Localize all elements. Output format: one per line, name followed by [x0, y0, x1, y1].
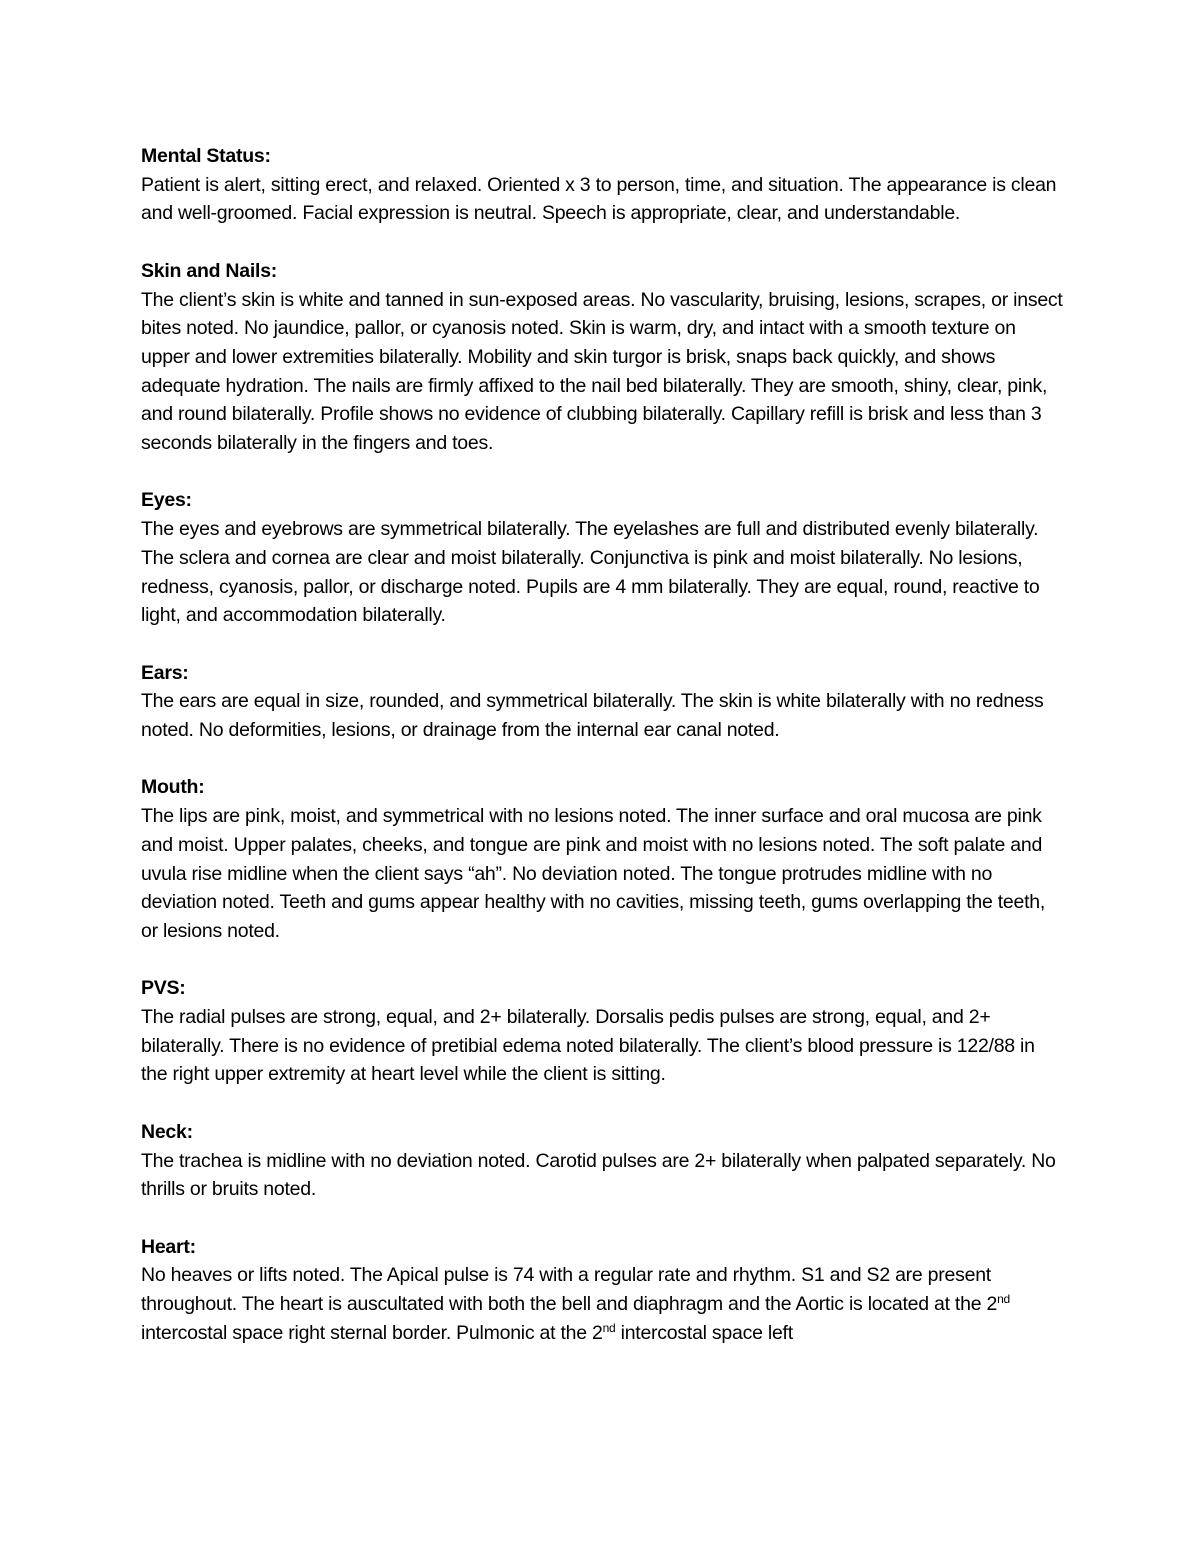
- section-skin-nails: [141, 257, 1066, 458]
- section-eyes: [141, 486, 1066, 630]
- section-heading: Neck:: [141, 1120, 193, 1143]
- section-mental-status: [141, 142, 1066, 228]
- section-body: The eyes and eyebrows are symmetrical bilaterally. The eyelashes are full and distributed evenly bilaterally. The sclera and cornea are clear and moist bilaterally. Conjunctiva is pink and moist bilaterally. No lesions, redness, cyanosis, pallor, or discharge noted. Pupils are 4 mm bilaterally. They are equal, round, reactive to light, and accommodation bilaterally.: [141, 518, 1040, 627]
- section-heading: PVS:: [141, 977, 186, 1000]
- section-heading: Mouth:: [141, 776, 205, 799]
- heart-text-part-3: intercostal space left: [615, 1321, 793, 1344]
- section-heading: Ears:: [141, 661, 189, 684]
- section-pvs: [141, 974, 1066, 1089]
- section-heading: Eyes:: [141, 489, 192, 512]
- section-body: The trachea is midline with no deviation noted. Carotid pulses are 2+ bilaterally when palpated separately. No thrills or bruits noted.: [141, 1149, 1056, 1201]
- heart-text-part-1: No heaves or lifts noted. The Apical pulse is 74 with a regular rate and rhythm. S1 and S2 are present throughout. The heart is auscultated with both the bell and diaphragm and the Aortic is located at the 2: [141, 1264, 998, 1316]
- section-heading: Heart:: [141, 1235, 196, 1258]
- document-page: [141, 142, 1066, 1376]
- section-heading: Skin and Nails:: [141, 259, 278, 282]
- section-neck: [141, 1118, 1066, 1204]
- section-body: The lips are pink, moist, and symmetrical with no lesions noted. The inner surface and oral mucosa are pink and moist. Upper palates, cheeks, and tongue are pink and moist with no lesions noted. The soft palate and uvula rise midline when the client says “ah”. No deviation noted. The tongue protrudes midline with no deviation noted. Teeth and gums appear healthy with no cavities, missing teeth, gums overlapping the teeth, or lesions noted.: [141, 805, 1046, 942]
- section-ears: [141, 659, 1066, 745]
- section-body: The ears are equal in size, rounded, and symmetrical bilaterally. The skin is white bilaterally with no redness noted. No deformities, lesions, or drainage from the internal ear canal noted.: [141, 690, 1044, 742]
- section-body: The client’s skin is white and tanned in sun-exposed areas. No vascularity, bruising, lesions, scrapes, or insect bites noted. No jaundice, pallor, or cyanosis noted. Skin is warm, dry, and intact with a smooth texture on upper and lower extremities bilaterally. Mobility and skin turgor is brisk, snaps back quickly, and shows adequate hydration. The nails are firmly affixed to the nail bed bilaterally. They are smooth, shiny, clear, pink, and round bilaterally. Profile shows no evidence of clubbing bilaterally. Capillary refill is brisk and less than 3 seconds bilaterally in the fingers and toes.: [141, 288, 1063, 455]
- section-heart: [141, 1233, 1066, 1348]
- section-body: [141, 1261, 1066, 1347]
- section-heading: Mental Status:: [141, 145, 271, 167]
- section-body: Patient is alert, sitting erect, and relaxed. Oriented x 3 to person, time, and situation. The appearance is clean and well-groomed. Facial expression is neutral. Speech is appropriate, clear, and understandable.: [141, 173, 1057, 225]
- section-mouth: [141, 773, 1066, 945]
- ordinal-suffix: nd: [602, 1320, 616, 1335]
- section-body: The radial pulses are strong, equal, and 2+ bilaterally. Dorsalis pedis pulses are strong, equal, and 2+ bilaterally. There is no evidence of pretibial edema noted bilaterally. The client’s blood pressure is 122/88 in the right upper extremity at heart level while the client is sitting.: [141, 1006, 1035, 1086]
- ordinal-suffix: nd: [997, 1292, 1010, 1307]
- heart-text-part-2: intercostal space right sternal border. Pulmonic at the 2: [141, 1321, 603, 1344]
